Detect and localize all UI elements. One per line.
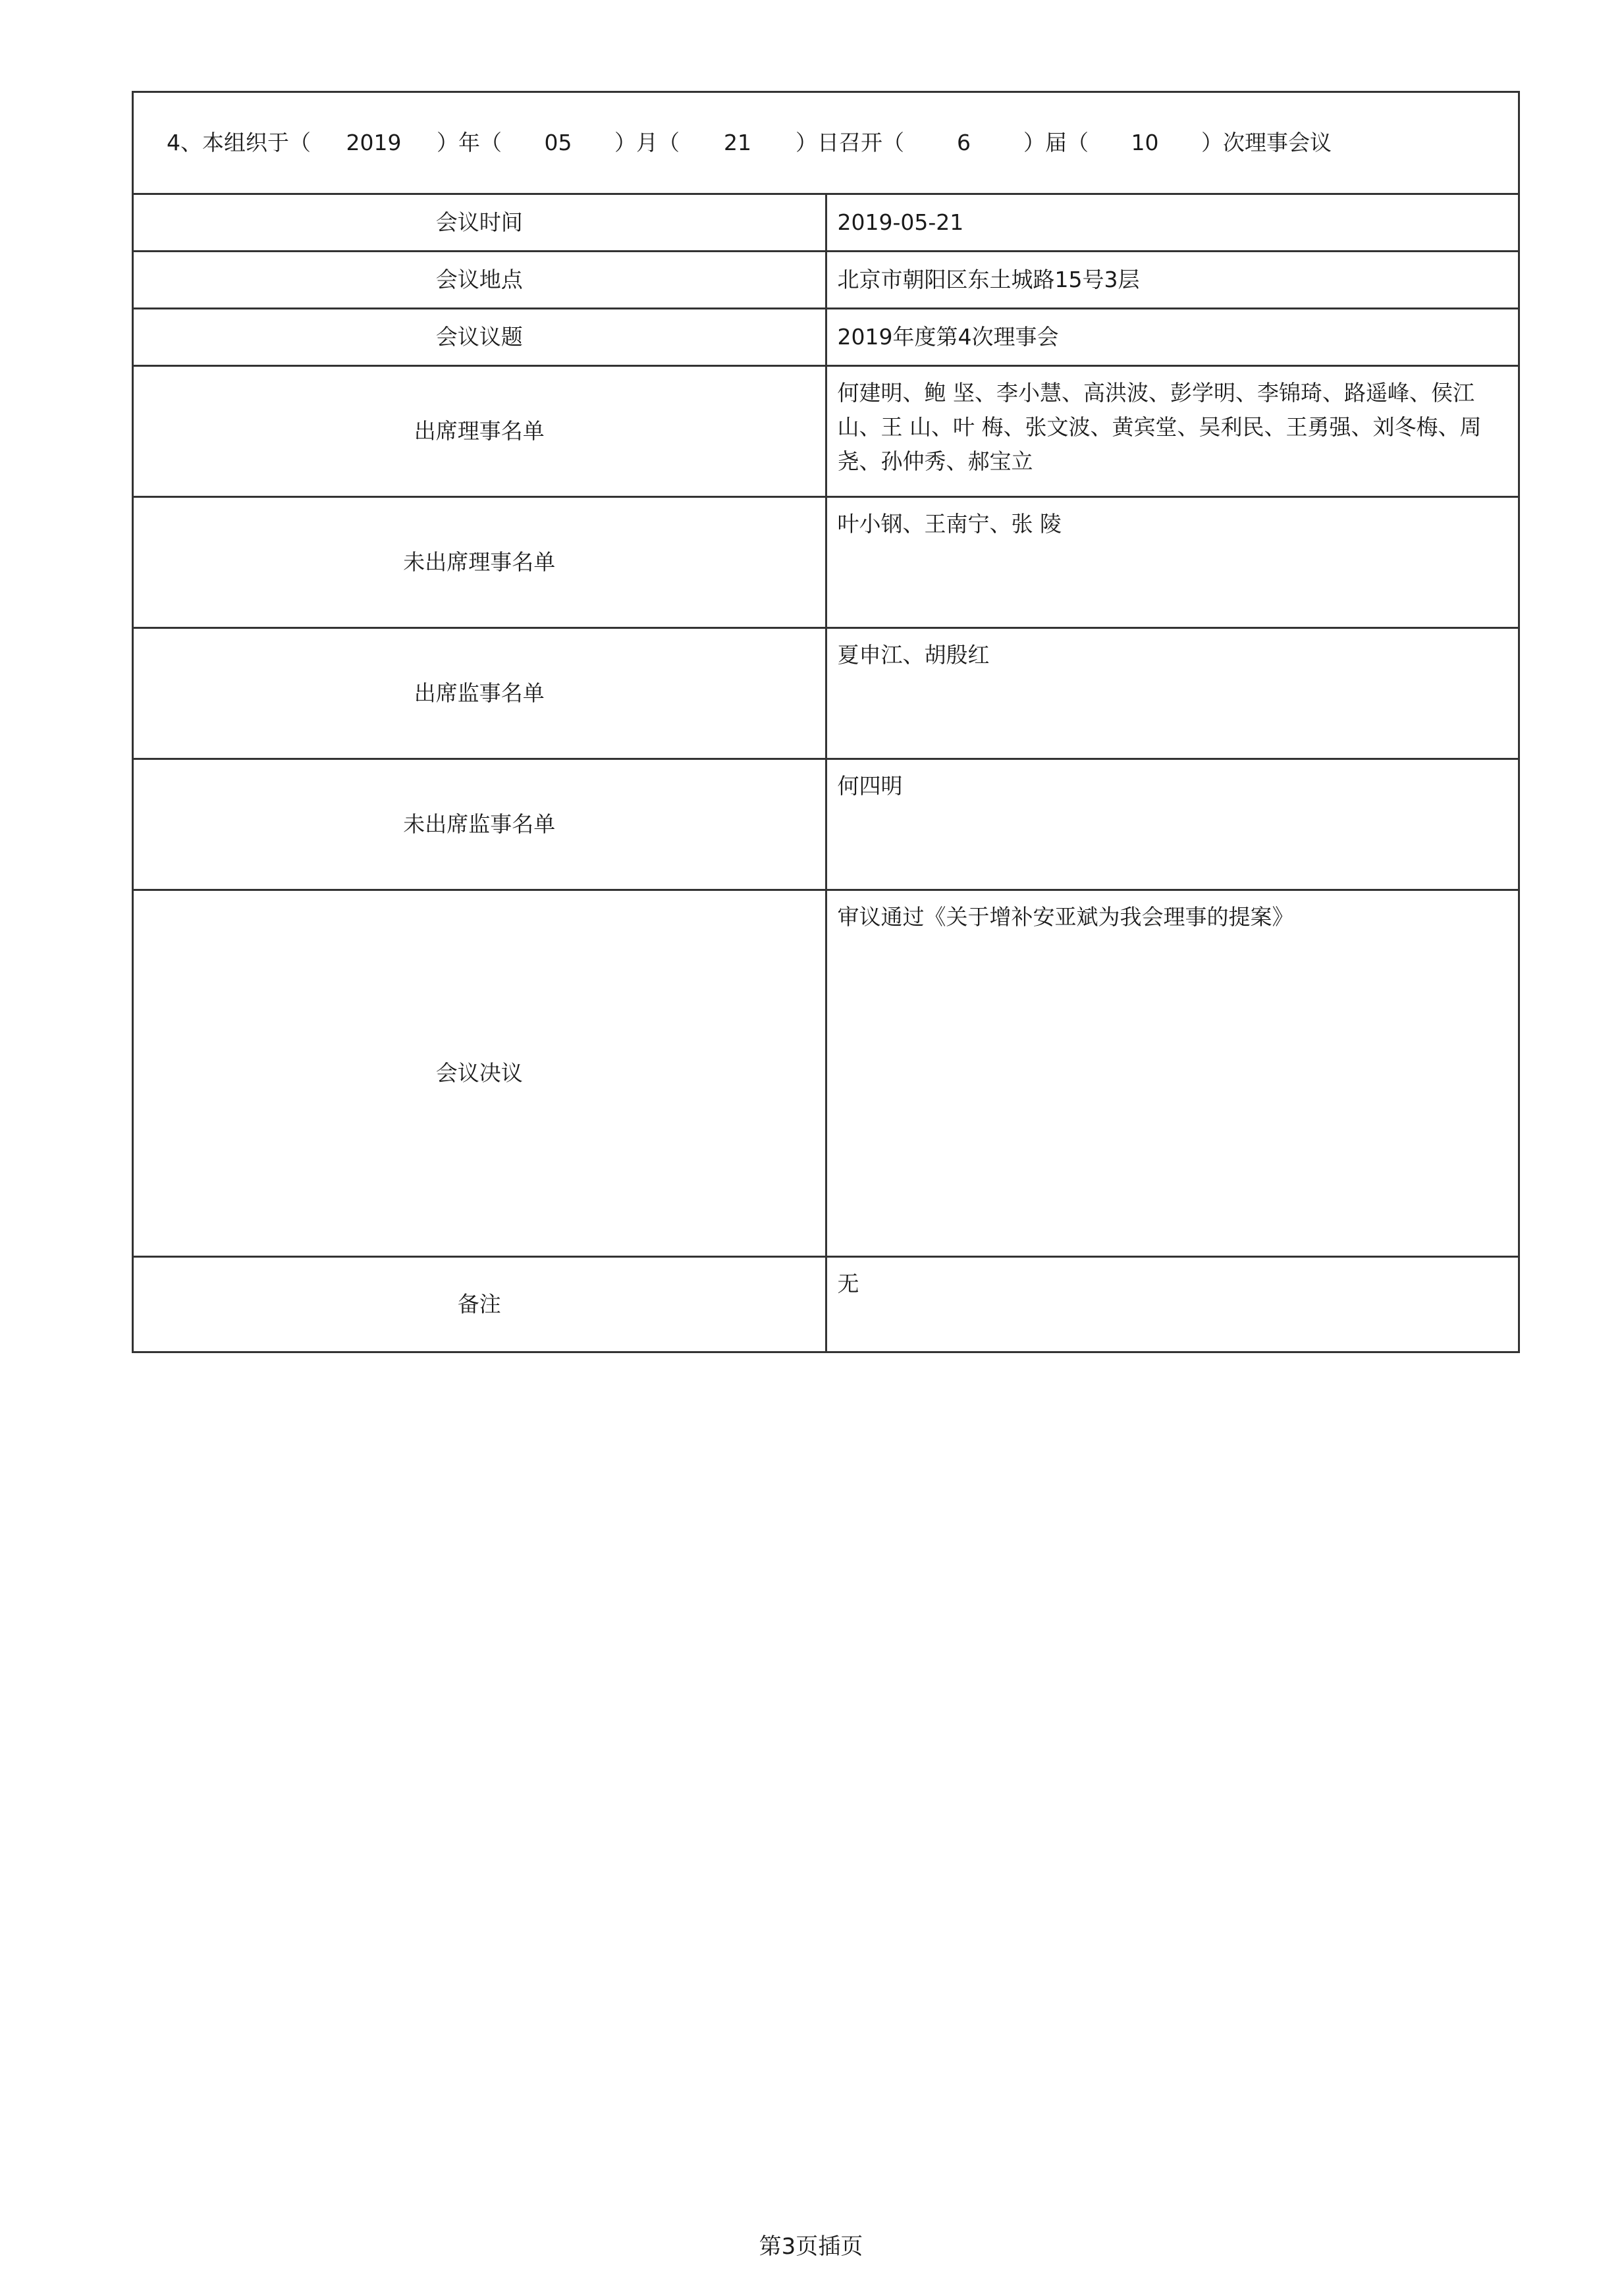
header-session-suffix: ）届（ <box>1023 130 1089 155</box>
meeting-topic-label: 会议议题 <box>133 309 826 366</box>
header-day: 21 <box>724 130 751 155</box>
meeting-location-value: 北京市朝阳区东土城路15号3层 <box>826 252 1519 309</box>
row-remarks <box>133 1257 1519 1352</box>
meeting-record-table <box>132 91 1520 1353</box>
row-resolution <box>133 890 1519 1257</box>
header-meeting-suffix: ）次理事会议 <box>1201 130 1332 155</box>
header-day-suffix: ）日召开（ <box>796 130 904 155</box>
page-footer: 第3页插页 <box>759 2233 863 2260</box>
remarks-label: 备注 <box>133 1257 826 1352</box>
resolution-value: 审议通过《关于增补安亚斌为我会理事的提案》 <box>826 890 1519 1257</box>
header-month-suffix: ）月（ <box>614 130 680 155</box>
header-row <box>133 92 1519 194</box>
absent-directors-label: 未出席理事名单 <box>133 497 826 628</box>
header-meeting-no: 10 <box>1131 130 1159 155</box>
row-present-supervisors <box>133 628 1519 759</box>
present-supervisors-label: 出席监事名单 <box>133 628 826 759</box>
absent-supervisors-value: 何四明 <box>826 759 1519 890</box>
present-directors-label: 出席理事名单 <box>133 366 826 497</box>
header-year-suffix: ）年（ <box>437 130 502 155</box>
meeting-time-value: 2019-05-21 <box>826 194 1519 252</box>
absent-directors-value: 叶小钢、王南宁、张 陵 <box>826 497 1519 628</box>
row-meeting-time <box>133 194 1519 252</box>
absent-supervisors-label: 未出席监事名单 <box>133 759 826 890</box>
meeting-header <box>133 92 1519 194</box>
header-session: 6 <box>957 130 971 155</box>
row-meeting-topic <box>133 309 1519 366</box>
row-absent-directors <box>133 497 1519 628</box>
header-year: 2019 <box>346 130 402 155</box>
meeting-location-label: 会议地点 <box>133 252 826 309</box>
row-meeting-location <box>133 252 1519 309</box>
meeting-topic-value: 2019年度第4次理事会 <box>826 309 1519 366</box>
header-prefix: 4、本组织于（ <box>167 130 311 155</box>
remarks-value: 无 <box>826 1257 1519 1352</box>
present-supervisors-value: 夏申江、胡殷红 <box>826 628 1519 759</box>
resolution-label: 会议决议 <box>133 890 826 1257</box>
present-directors-value: 何建明、鲍 坚、李小慧、高洪波、彭学明、李锦琦、路遥峰、侯江山、王 山、叶 梅、张文波、黄宾堂、吴利民、王勇强、刘冬梅、周 尧、孙仲秀、郝宝立 <box>826 366 1519 497</box>
meeting-time-label: 会议时间 <box>133 194 826 252</box>
row-absent-supervisors <box>133 759 1519 890</box>
row-present-directors <box>133 366 1519 497</box>
header-month: 05 <box>544 130 572 155</box>
